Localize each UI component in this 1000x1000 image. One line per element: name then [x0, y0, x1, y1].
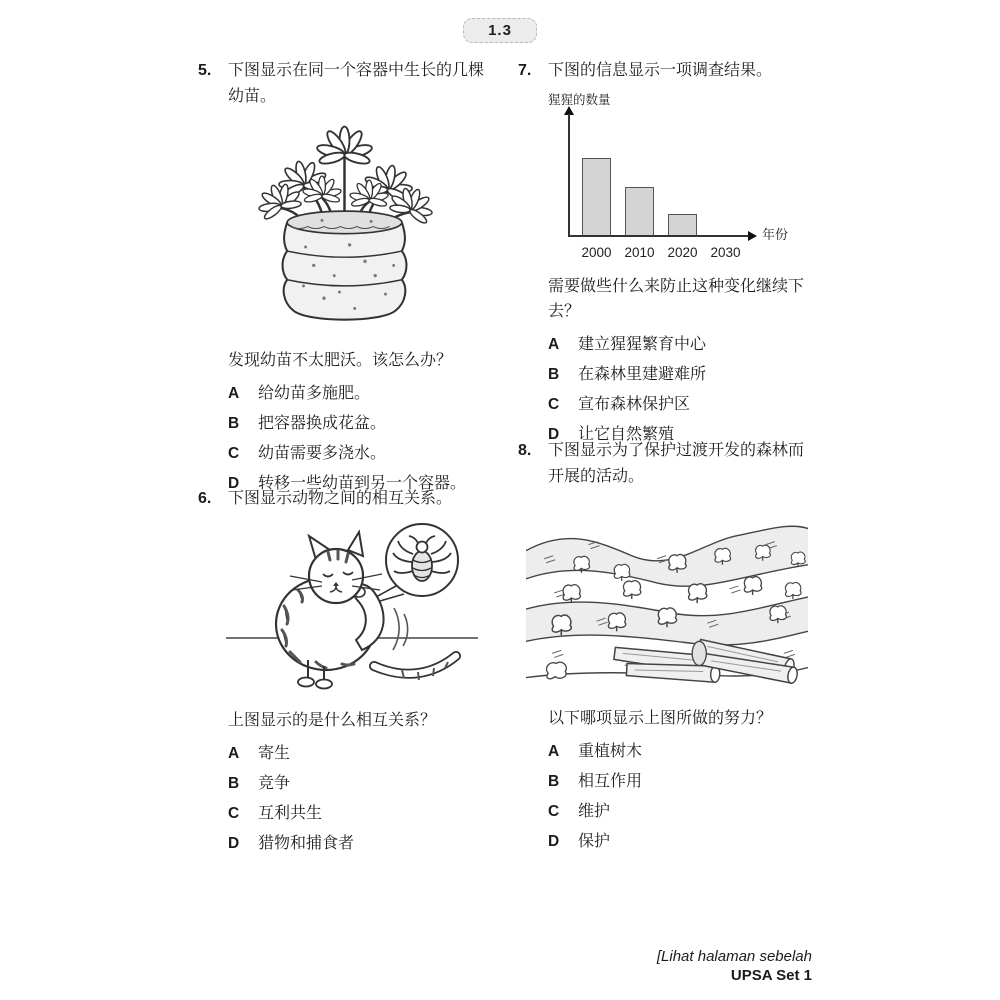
question-7-stem: 下图的信息显示一项调查结果。	[548, 62, 773, 79]
question-8-number: 8.	[518, 442, 532, 459]
question-8-option-b: B 相互作用	[548, 773, 643, 790]
question-7-option-c: C 宣布森林保护区	[548, 396, 691, 413]
forest-figure	[526, 500, 808, 692]
orangutan-chart	[538, 90, 808, 262]
question-6	[198, 486, 490, 862]
page-number-badge: 1.3	[463, 18, 537, 43]
question-5-option-c: C 幼苗需要多浇水。	[228, 445, 387, 462]
question-5-stem: 下图显示在同一个容器中生长的几棵幼苗。	[228, 62, 485, 105]
question-5	[198, 58, 490, 502]
cat-scratching-flea-illustration	[224, 520, 480, 696]
turn-page-note: [Lihat halaman sebelah	[656, 948, 812, 965]
bar-2020	[668, 214, 697, 235]
question-7-number: 7.	[518, 62, 532, 79]
bar-2010	[625, 187, 654, 235]
question-6-option-a: A 寄生	[228, 745, 291, 762]
chart-y-axis-label: 猩猩的数量	[548, 93, 611, 107]
seedlings-in-container-illustration	[242, 122, 447, 332]
x-tick-2010: 2010	[624, 245, 655, 260]
question-8-option-a: A 重植树木	[548, 743, 643, 760]
chart-x-axis-arrow-icon	[748, 231, 757, 241]
question-5-option-d: D 转移一些幼苗到另一个容器。	[228, 475, 467, 492]
question-8-prompt: 以下哪项显示上图所做的努力？	[548, 710, 773, 727]
question-6-prompt: 上图显示的是什么相互关系？	[228, 712, 437, 729]
page-footer	[657, 948, 812, 984]
question-6-number: 6.	[198, 490, 212, 507]
question-7-option-b: B 在森林里建避难所	[548, 366, 707, 383]
x-tick-2030: 2030	[710, 245, 741, 260]
set-label: UPSA Set 1	[730, 967, 812, 984]
chart-y-axis	[568, 114, 570, 237]
question-6-option-d: D 猎物和捕食者	[228, 835, 355, 852]
question-5-option-b: B 把容器换成花盆。	[228, 415, 387, 432]
chart-x-axis-label: 年份	[762, 227, 789, 242]
x-tick-2020: 2020	[667, 245, 698, 260]
question-7	[518, 58, 810, 453]
question-7-prompt: 需要做些什么来防止这种变化继续下去？	[548, 278, 805, 320]
question-7-option-d: D 让它自然繁殖	[548, 426, 675, 443]
question-8-option-c: C 维护	[548, 803, 611, 820]
question-5-option-a: A 给幼苗多施肥。	[228, 385, 371, 402]
question-5-prompt: 发现幼苗不太肥沃。该怎么办？	[228, 352, 453, 369]
bar-2000	[582, 158, 611, 235]
chart-x-axis	[568, 235, 748, 237]
question-8-option-d: D 保护	[548, 833, 611, 850]
reforested-hills-with-logs-illustration	[526, 500, 808, 692]
question-5-number: 5.	[198, 62, 212, 79]
seedlings-figure	[242, 122, 447, 332]
question-7-option-a: A 建立猩猩繁育中心	[548, 336, 707, 353]
question-6-stem: 下图显示动物之间的相互关系。	[228, 490, 453, 507]
cat-figure	[224, 520, 480, 696]
question-6-option-b: B 竞争	[228, 775, 291, 792]
question-8	[518, 438, 810, 860]
question-8-stem: 下图显示为了保护过渡开发的森林而开展的活动。	[548, 442, 805, 485]
question-6-option-c: C 互利共生	[228, 805, 323, 822]
x-tick-2000: 2000	[581, 245, 612, 260]
